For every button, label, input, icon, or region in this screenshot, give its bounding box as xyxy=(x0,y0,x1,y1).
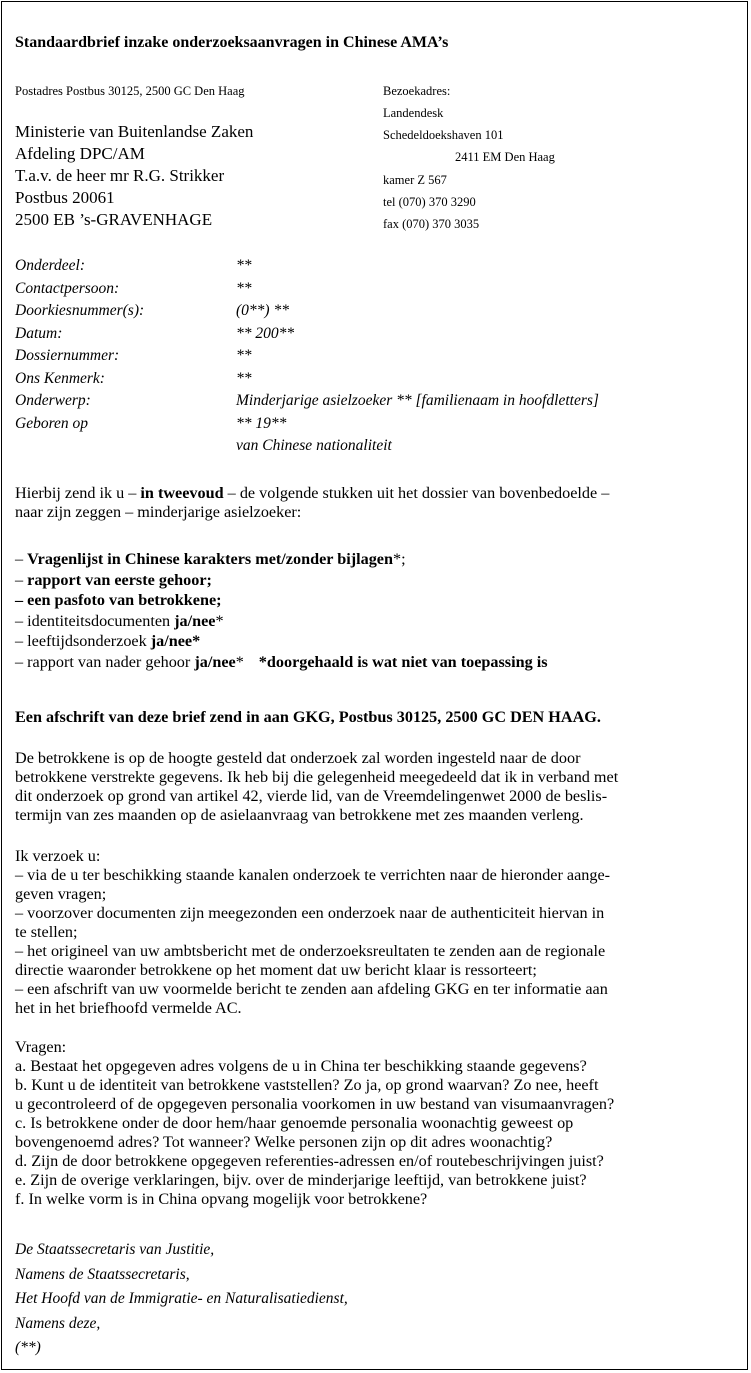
recipient-line: T.a.v. de heer mr R.G. Strikker xyxy=(15,166,225,185)
intro-text: naar zijn zeggen – minderjarige asielzoeker: xyxy=(15,503,302,521)
meta-value: ** 200** xyxy=(236,324,295,342)
paragraph-line: – voorzover documenten zijn meegezonden een onderzoek naar de authenticiteit hiervan in xyxy=(15,904,605,922)
meta-label: Onderwerp: xyxy=(15,392,91,409)
meta-value: Minderjarige asielzoeker ** [familienaam in hoofdletters] xyxy=(236,392,599,409)
signature-line: Namens deze, xyxy=(15,1314,101,1332)
question-line: u gecontroleerd of de opgegeven personalia voorkomen in uw bestand van visumaanvragen? xyxy=(15,1095,615,1113)
intro-paragraph xyxy=(15,484,740,522)
list-item-suffix: * xyxy=(215,611,224,630)
list-item-text: – identiteitsdocumenten xyxy=(15,611,175,630)
intro-text: Hierbij zend ik u – xyxy=(15,484,141,502)
request-paragraph xyxy=(15,847,740,1018)
question-line: e. Zijn de overige verklaringen, bijv. over de minderjarige leeftijd, van betrokkene juist? xyxy=(15,1171,587,1189)
telephone: tel (070) 370 3290 xyxy=(383,195,476,209)
footnote: *doorgehaald is wat niet van toepassing is xyxy=(258,652,548,671)
list-item-text: – rapport van nader gehoor xyxy=(15,652,195,671)
meta-label: Doorkiesnummer(s): xyxy=(15,302,145,319)
postal-address: Postadres Postbus 30125, 2500 GC Den Haag xyxy=(15,84,245,98)
visiting-postcode: 2411 EM Den Haag xyxy=(455,150,555,164)
paragraph-line: termijn van zes maanden op de asielaanvraag van betrokkene met zes maanden verleng. xyxy=(15,806,584,824)
meta-label: Contactpersoon: xyxy=(15,279,120,297)
list-item xyxy=(15,571,740,592)
meta-row xyxy=(15,390,740,413)
paragraph-line: – een afschrift van uw voormelde bericht te zenden aan afdeling GKG en ter informatie aan xyxy=(15,980,608,998)
meta-value: ** xyxy=(236,369,252,387)
recipient-line: Afdeling DPC/AM xyxy=(15,144,145,163)
meta-row xyxy=(15,300,740,323)
list-item-option: ja/nee xyxy=(194,652,236,671)
paragraph-line: De betrokkene is op de hoogte gesteld dat onderzoek zal worden ingesteld naar de door xyxy=(15,749,581,767)
questions-list xyxy=(15,1038,740,1209)
paragraph-line: te stellen; xyxy=(15,923,78,941)
meta-row xyxy=(15,345,740,368)
list-dash: – xyxy=(15,570,28,589)
paragraph-line: het in het briefhoofd vermelde AC. xyxy=(15,999,242,1017)
meta-value: ** xyxy=(236,257,252,274)
letter-metadata xyxy=(15,255,740,458)
meta-value: ** xyxy=(236,279,252,297)
list-item: – een pasfoto van betrokkene; xyxy=(15,591,222,609)
list-item-text: Vragenlijst in Chinese karakters met/zonder bijlagen xyxy=(27,550,393,568)
meta-row xyxy=(15,435,740,458)
information-paragraph xyxy=(15,749,740,825)
meta-row xyxy=(15,278,740,301)
meta-label: Ons Kenmerk: xyxy=(15,369,105,387)
signature-block xyxy=(15,1238,740,1361)
meta-row xyxy=(15,368,740,391)
intro-text: – de volgende stukken uit het dossier van bovenbedoelde – xyxy=(223,484,610,502)
recipient-address xyxy=(15,121,253,231)
question-line: d. Zijn de door betrokkene opgegeven referenties-adressen en/of routebeschrijvingen juist? xyxy=(15,1152,604,1170)
paragraph-line: directie waaronder betrokkene op het moment dat uw bericht klaar is ressorteert; xyxy=(15,961,537,979)
meta-row xyxy=(15,323,740,346)
copy-notice: Een afschrift van deze brief zend in aan GKG, Postbus 30125, 2500 GC DEN HAAG. xyxy=(15,708,601,726)
list-item xyxy=(15,612,740,633)
letter-page xyxy=(1,1,748,1370)
paragraph-line: geven vragen; xyxy=(15,885,107,903)
list-dash: – xyxy=(15,550,28,568)
enclosure-list xyxy=(15,550,740,673)
meta-value: ** xyxy=(236,347,252,364)
visiting-address-line: Landendesk xyxy=(383,106,444,120)
question-line: b. Kunt u de identiteit van betrokkene vaststellen? Zo ja, op grond waarvan? Zo nee, heeft xyxy=(15,1076,599,1094)
list-item xyxy=(15,653,740,674)
room-number: kamer Z 567 xyxy=(383,173,447,187)
visiting-address-label: Bezoekadres: xyxy=(383,84,451,98)
question-line: bovengenoemd adres? Tot wanneer? Welke personen zijn op dit adres woonachtig? xyxy=(15,1133,553,1151)
questions-heading: Vragen: xyxy=(15,1038,67,1056)
meta-label: Onderdeel: xyxy=(15,257,86,274)
paragraph-line: betrokkene verstrekte gegevens. Ik heb bij die gelegenheid meegedeeld dat ik in verband met xyxy=(15,768,619,786)
list-item xyxy=(15,632,740,653)
question-line: c. Is betrokkene onder de door hem/haar genoemde personalia woonachtig geweest op xyxy=(15,1114,574,1132)
signature-line: Het Hoofd van de Immigratie- en Naturalisatiedienst, xyxy=(15,1290,348,1307)
list-item-option: ja/nee xyxy=(174,611,216,630)
visiting-address-line: Schedeldoekshaven 101 xyxy=(383,128,504,142)
list-item-suffix: *; xyxy=(392,550,406,568)
meta-label: Datum: xyxy=(15,324,63,342)
meta-value: (0**) ** xyxy=(236,302,289,319)
list-item xyxy=(15,550,740,571)
signature-line: Namens de Staatssecretaris, xyxy=(15,1265,190,1283)
recipient-line: 2500 EB ’s-GRAVENHAGE xyxy=(15,210,213,229)
meta-value: van Chinese nationaliteit xyxy=(236,437,392,454)
signature-line: De Staatssecretaris van Justitie, xyxy=(15,1241,215,1258)
list-item-option: ja/nee* xyxy=(150,632,201,650)
meta-row xyxy=(15,413,740,436)
intro-emphasis: in tweevoud xyxy=(140,484,224,502)
paragraph-line: – via de u ter beschikking staande kanalen onderzoek te verrichten naar de hieronder aange- xyxy=(15,866,611,884)
paragraph-line: – het origineel van uw ambtsbericht met de onderzoeksreultaten te zenden aan de regionale xyxy=(15,942,606,960)
list-item-suffix: * xyxy=(235,652,244,671)
question-line: f. In welke vorm is in China opvang mogelijk voor betrokkene? xyxy=(15,1190,428,1208)
signature-line: (**) xyxy=(15,1339,41,1356)
document-title: Standaardbrief inzake onderzoeksaanvragen in Chinese AMA’s xyxy=(15,34,449,51)
meta-label: Dossiernummer: xyxy=(15,347,120,364)
paragraph-line: Ik verzoek u: xyxy=(15,847,101,865)
list-item-text: – leeftijdsonderzoek xyxy=(15,632,151,650)
meta-label: Geboren op xyxy=(15,414,89,432)
recipient-line: Ministerie van Buitenlandse Zaken xyxy=(15,122,254,141)
meta-value: ** 19** xyxy=(236,414,287,432)
list-item-text: rapport van eerste gehoor; xyxy=(27,570,212,589)
recipient-line: Postbus 20061 xyxy=(15,188,115,207)
question-line: a. Bestaat het opgegeven adres volgens de u in China ter beschikking staande gegevens? xyxy=(15,1057,587,1075)
meta-row xyxy=(15,255,740,278)
fax: fax (070) 370 3035 xyxy=(383,217,480,231)
paragraph-line: dit onderzoek op grond van artikel 42, vierde lid, van de Vreemdelingenwet 2000 de beslis- xyxy=(15,787,608,805)
